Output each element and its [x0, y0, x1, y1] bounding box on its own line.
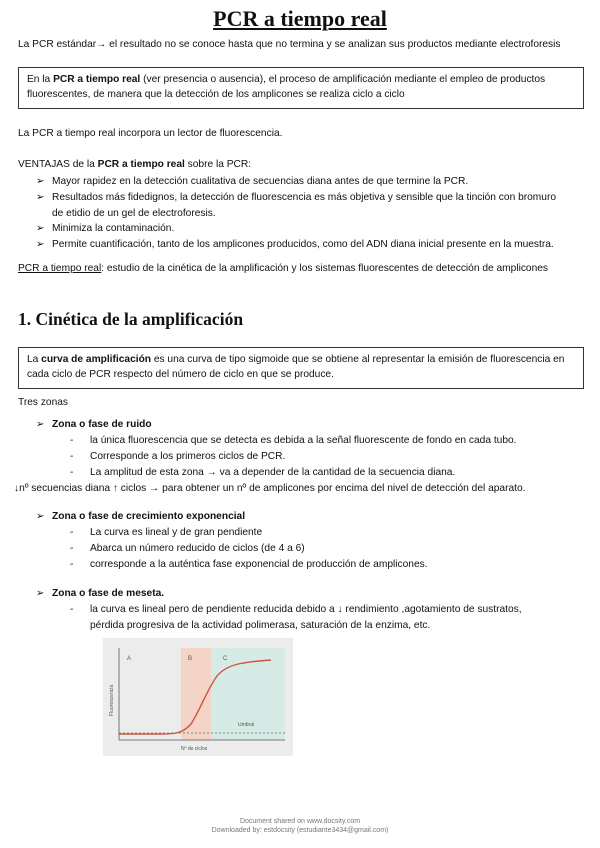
box2-line-2: cada ciclo de PCR respecto del número de ciclo en que se produce.	[27, 369, 334, 380]
footer-downloaded: Downloaded by: estdocsity (estudiante3434@gmail.com)	[211, 827, 389, 834]
zona-ruido-title: ➢ Zona o fase de ruido	[36, 419, 152, 430]
zona-meseta-line-1: - la curva es lineal pero de pendiente reducida debido a ↓ rendimiento ,agotamiento de sustratos,	[70, 604, 522, 615]
pcr-definition: PCR a tiempo real: estudio de la cinética de la amplificación y los sistemas fluorescentes de detección de amplicones	[18, 263, 549, 274]
zona-ruido-item-2: - Corresponde a los primeros ciclos de PCR.	[70, 451, 286, 462]
box1-line-2: fluorescentes, de manera que la detección de los amplicones se realiza ciclo a ciclo	[27, 89, 405, 100]
zona-exponencial-title: ➢ Zona o fase de crecimiento exponencial	[36, 511, 246, 522]
ventajas-heading: VENTAJAS de la PCR a tiempo real sobre la PCR:	[18, 159, 252, 170]
threshold-label: Umbral	[238, 722, 255, 728]
ventaja-item-4: ➢ Permite cuantificación, tanto de los amplicones producidos, como del ADN diana inicial presente en la muestra.	[36, 239, 554, 250]
ventaja-item-3: ➢ Minimiza la contaminación.	[36, 223, 175, 234]
zone-a-label: A	[127, 656, 132, 662]
ventaja-item-2-cont: de etidio de un gel de electroforesis.	[52, 208, 216, 219]
zona-ruido-note: ↓nº secuencias diana ↑ ciclos → para obtener un nº de amplicones por encima del nivel de detección del aparato.	[14, 483, 526, 494]
section-heading: 1. Cinética de la amplificación	[18, 309, 244, 329]
footer-shared: Document shared on www.docsity.com	[239, 818, 361, 825]
zona-exponencial-item-3: - corresponde a la auténtica fase exponencial de producción de amplicones.	[70, 559, 428, 570]
amplification-curve-figure	[103, 638, 293, 756]
box1-line-1: En la PCR a tiempo real (ver presencia o ausencia), el proceso de amplificación mediante el empleo de productos	[27, 74, 546, 85]
zona-meseta-line-2: pérdida progresiva de la actividad polimerasa, saturación de la enzima, etc.	[90, 620, 431, 631]
zona-exponencial-item-1: - La curva es lineal y de gran pendiente	[70, 527, 263, 538]
zona-meseta-title: ➢ Zona o fase de meseta.	[36, 588, 165, 599]
page-title: PCR a tiempo real	[213, 6, 387, 31]
curve-definition-box	[18, 347, 584, 389]
zone-c-label: C	[223, 656, 228, 662]
zona-exponencial-item-2: - Abarca un número reducido de ciclos (de 4 a 6)	[70, 543, 305, 554]
y-axis-label: Fluorescencia	[109, 684, 115, 716]
box2-line-1: La curva de amplificación es una curva de tipo sigmoide que se obtiene al representar la emisión de fluorescencia en	[27, 354, 565, 365]
definition-box	[18, 67, 584, 109]
incorpora-text: La PCR a tiempo real incorpora un lector de fluorescencia.	[18, 128, 283, 139]
x-axis-label: Nº de ciclos	[181, 746, 208, 752]
zona-ruido-item-3: - La amplitud de esta zona → va a depender de la cantidad de la secuencia diana.	[70, 467, 456, 478]
intro-text: La PCR estándar→ el resultado no se conoce hasta que no termina y se analizan sus productos mediante electroforesis	[18, 39, 561, 50]
ventaja-item-1: ➢ Mayor rapidez en la detección cualitativa de secuencias diana antes de que termine la PCR.	[36, 176, 469, 187]
ventaja-item-2: ➢ Resultados más fidedignos, la detección de fluorescencia es más objetiva y sensible que la tinción con bromuro	[36, 192, 556, 203]
zone-b-label: B	[188, 656, 193, 662]
tres-zonas: Tres zonas	[18, 397, 69, 408]
zona-ruido-item-1: - la única fluorescencia que se detecta es debida a la señal fluorescente de fondo en cada tubo.	[70, 435, 517, 446]
